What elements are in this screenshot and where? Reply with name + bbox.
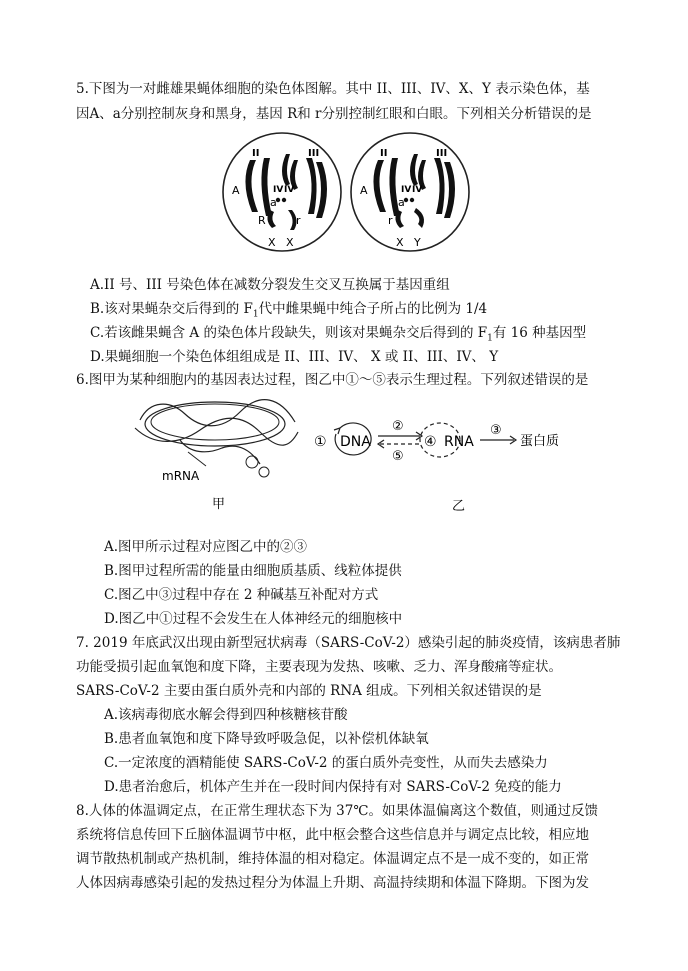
label-female-III: III <box>308 148 320 159</box>
q7-option-b: B.患者血氧饱和度下降导致呼吸急促，以补偿机体缺氧 <box>104 731 429 747</box>
male-cell <box>351 133 469 251</box>
label-male-II: II <box>380 148 388 159</box>
process-3: ③ <box>490 423 502 438</box>
q5-chromosome-figure <box>220 132 470 256</box>
q6-option-d: D.图乙中①过程不会发生在人体神经元的细胞核中 <box>104 611 403 627</box>
mrna-label: mRNA <box>162 469 200 483</box>
q6-stem: 6.图甲为某种细胞内的基因表达过程，图乙中①～⑤表示生理过程。下列叙述错误的是 <box>76 372 589 388</box>
q7-option-d: D.患者治愈后，机体产生并在一段时间内保持有对 SARS-CoV-2 免疫的能力 <box>104 779 562 795</box>
label-female-a: a <box>270 196 277 209</box>
dna-label: DNA <box>340 434 371 450</box>
label-female-r: r <box>296 214 301 227</box>
fig-yi-caption: 乙 <box>452 499 466 514</box>
process-5: ⑤ <box>392 449 404 464</box>
q8-line3: 调节散热机制或产热机制，维持体温的相对稳定。体温调定点不是一成不变的，如正常 <box>76 851 589 867</box>
process-4: ④ <box>424 434 437 450</box>
q5-option-a: A.II 号、III 号染色体在减数分裂发生交叉互换属于基因重组 <box>90 277 450 293</box>
process-1: ① <box>314 434 327 450</box>
q6-option-a: A.图甲所示过程对应图乙中的②③ <box>104 539 308 555</box>
label-male-X: X <box>396 236 404 249</box>
label-female-IV-2: IV <box>284 185 295 195</box>
q8-line4: 人体因病毒感染引起的发热过程分为体温上升期、高温持续期和体温下降期。下图为发 <box>76 875 589 891</box>
q7-stem-line2: 功能受损引起血氧饱和度下降，主要表现为发热、咳嗽、乏力、浑身酸痛等症状。 <box>76 659 562 675</box>
q8-line1: 8.人体的体温调定点，在正常生理状态下为 37℃。如果体温偏离这个数值，则通过反馈 <box>76 803 598 819</box>
label-male-Y: Y <box>414 236 421 249</box>
q6-figure-yi <box>310 412 580 517</box>
q8-line2: 系统将信息传回下丘脑体温调节中枢，此中枢会整合这些信息并与调定点比较，相应地 <box>76 827 589 843</box>
q5-stem-line2: 因A、a分别控制灰身和黑身，基因 R和 r分别控制红眼和白眼。下列相关分析错误的是 <box>76 106 592 122</box>
q5-option-d: D.果蝇细胞一个染色体组组成是 II、III、IV、 X 或 II、III、IV、 Y <box>90 349 499 365</box>
label-female-IV: IV <box>273 185 284 195</box>
q6-option-c: C.图乙中③过程中存在 2 种碱基互补配对方式 <box>104 587 379 603</box>
label-male-a: a <box>398 196 405 209</box>
label-female-A: A <box>232 184 240 197</box>
label-male-III: III <box>436 148 448 159</box>
q7-stem-line3: SARS-CoV-2 主要由蛋白质外壳和内部的 RNA 组成。下列相关叙述错误的是 <box>76 683 542 699</box>
fig-jia-caption: 甲 <box>212 497 226 512</box>
q6-figure-jia <box>130 392 300 517</box>
q6-option-b: B.图甲过程所需的能量由细胞质基质、线粒体提供 <box>104 563 402 579</box>
process-2: ② <box>392 419 404 434</box>
label-male-IV: IV <box>401 185 412 195</box>
label-male-r: r <box>388 214 393 227</box>
q5-option-b: B.该对果蝇杂交后得到的 $F_1$代中雌果蝇中纯合子所占的比例为 1/4 <box>90 301 488 320</box>
q5-option-c: C.若该雌果蝇含 A 的染色体片段缺失，则该对果蝇杂交后得到的 $F_1$有 16 种基因型 <box>90 325 587 344</box>
protein-label: 蛋白质 <box>520 434 560 449</box>
female-cell <box>223 133 341 251</box>
q7-stem-line1: 7. 2019 年底武汉出现由新型冠状病毒（SARS-CoV-2）感染引起的肺炎疫情，该病患者肺 <box>76 635 621 651</box>
q7-option-c: C.一定浓度的酒精能使 SARS-CoV-2 的蛋白质外壳变性，从而失去感染力 <box>104 755 548 771</box>
label-female-II: II <box>252 148 260 159</box>
label-male-IV-2: IV <box>412 185 423 195</box>
rna-label: RNA <box>444 434 474 450</box>
q5-stem-line1: 5.下图为一对雌雄果蝇体细胞的染色体图解。其中 II、III、IV、X、Y 表示染色体，基 <box>76 81 590 97</box>
label-female-R: R <box>258 214 266 227</box>
label-female-X2: X <box>286 236 294 249</box>
label-female-X1: X <box>268 236 276 249</box>
q7-option-a: A.该病毒彻底水解会得到四种核糖核苷酸 <box>104 707 348 723</box>
label-male-A: A <box>360 184 368 197</box>
